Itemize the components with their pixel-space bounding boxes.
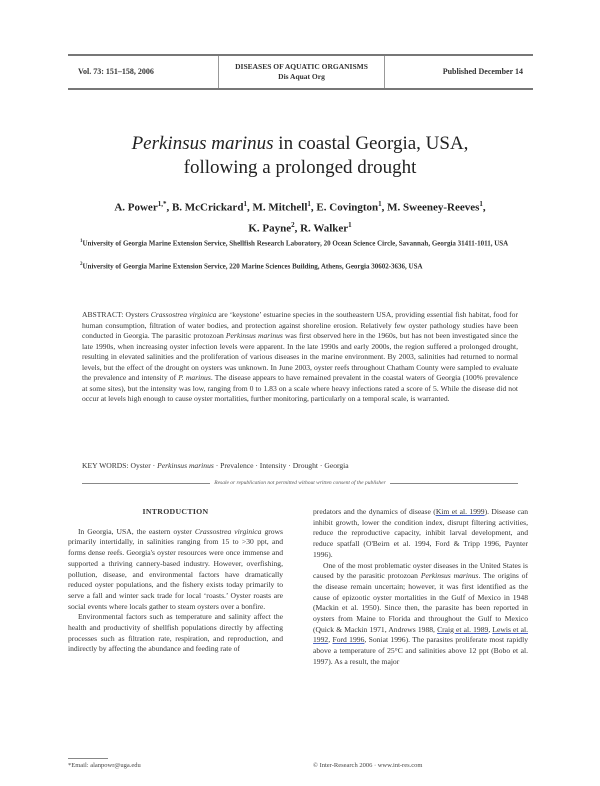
intro-paragraph-1	[68, 527, 283, 613]
volume-info: Vol. 73: 151–158, 2006	[78, 67, 154, 76]
author-affil-mark: 1,*	[157, 200, 167, 208]
title-line1-rest: in coastal Georgia, USA,	[273, 133, 469, 154]
section-heading-introduction: INTRODUCTION	[142, 507, 209, 516]
abstract	[82, 310, 518, 405]
republication-notice	[82, 478, 518, 488]
affiliation-text: University of Georgia Marine Extension Service, Shellfish Research Laboratory, 20 Ocean Science Circle, Savannah, Georgia 31411-1011, USA	[82, 239, 509, 248]
text-run: In Georgia, USA, the eastern oyster	[78, 526, 195, 536]
author-list	[60, 196, 540, 237]
intro-paragraph-3	[313, 507, 528, 561]
affiliation-text: University of Georgia Marine Extension Service, 220 Marine Sciences Building, Athens, Georgia 30602-3636, USA	[82, 262, 423, 271]
keywords-rest: · Prevalence · Intensity · Drought · Georgia	[213, 461, 349, 470]
text-run: predators and the dynamics of disease (	[313, 507, 436, 516]
intro-paragraph-2: Environmental factors such as temperature and salinity affect the health and productivity of shellfish populations directly by affecting processes such as filtration rate, respiration, and reproduction, and indirectly by affecting the abundance and feeding rate of	[68, 612, 283, 654]
species-name: Perkinsus marinus	[420, 571, 479, 581]
author-name: , R. Walker	[294, 222, 349, 235]
title-line2: following a prolonged drought	[183, 157, 417, 178]
text-run: ). Disease can inhibit growth, lower the condition index, disrupt filtering activities, reduce the reproductive capacity, inhibit larval development, and reduce spatfall (O'Beirn et al. 1994, Ford & Tripp 1996, Paynter 1996).	[313, 507, 528, 559]
citation-link[interactable]: Kim et al. 1999	[435, 507, 485, 516]
journal-name: DISEASES OF AQUATIC ORGANISMS	[235, 62, 368, 71]
author-affil-mark: 1	[378, 200, 382, 208]
right-column	[313, 507, 528, 668]
author-affil-mark: 2	[291, 220, 295, 229]
keyword-species: Perkinsus marinus	[157, 461, 214, 470]
corresponding-email: *Email: alanpowr@uga.edu	[68, 762, 141, 769]
species-name: Crassostrea virginica	[194, 526, 262, 536]
author-name: , E. Covington	[310, 201, 379, 214]
affiliation-mark: 2	[80, 262, 83, 267]
left-column	[68, 507, 283, 655]
citation-link[interactable]: Ford 1996	[332, 635, 365, 645]
abstract-text: are ‘keystone’ estuarine species in the southeastern USA, providing essential fish habitat, food for human consumption, filtration of water bodies, and protection against shoreline erosion. Relatively few oyster pathology studies have been conducted in Georgia. The parasitic protozoan	[82, 310, 518, 340]
footnote-rule	[68, 758, 108, 759]
abstract-text: . The disease appears to have remained prevalent in the coastal waters of Georgia (100% prevalence at some sites), but the intensity was low, ranging from 0 to 1.83 on a scale where heavy infections rated a score of 5. While the disease did not occur at levels high enough to cause oyster mortalities, further monitoring, particularly on a temporal scale, is warranted.	[82, 373, 518, 403]
author-name: , M. Mitchell	[246, 201, 308, 214]
paper-title	[60, 132, 540, 180]
affiliation-1	[80, 237, 530, 248]
author-name: A. Power	[114, 201, 158, 214]
notice-rule-left	[82, 483, 210, 484]
abstract-parasite: Perkinsus marinus	[225, 331, 283, 340]
journal-abbrev: Dis Aquat Org	[278, 72, 325, 81]
author-separator: ,	[482, 201, 486, 214]
affiliation-2	[80, 260, 530, 271]
keywords-label: KEY WORDS: Oyster ·	[82, 461, 158, 470]
author-affil-mark: 1	[307, 200, 311, 208]
text-run: . The origins of the disease remain uncertain; however, it was first identified as the cause of epizootic oyster mortalities in the Gulf of Mexico in 1948 (Mackin et al. 1950). Since then, the parasite has been reported in oysters from Maine to Florida and throughout the Gulf to Mexico (Quick & Mackin 1971, Andrews 1988,	[313, 571, 528, 634]
affiliation-mark: 1	[80, 239, 83, 244]
abstract-label: ABSTRACT: Oysters	[82, 310, 151, 319]
text-run: , Soniat 1996). The parasites proliferate most rapidly above a temperature of 25°C and salinities above 12 ppt (Bobo et al. 1997). As a result, the major	[313, 635, 529, 666]
text-run: ,	[328, 635, 333, 645]
published-date: Published December 14	[442, 67, 523, 76]
notice-rule-right	[390, 483, 518, 484]
author-affil-mark: 1	[243, 200, 247, 208]
abstract-species: Crassostrea virginica	[150, 310, 217, 319]
author-name: , M. Sweeney-Reeves	[381, 201, 480, 214]
author-name: , B. McCrickard	[166, 201, 244, 214]
notice-text: Resale or republication not permitted without written consent of the publisher	[214, 480, 386, 486]
abstract-parasite-short: P. marinus	[178, 373, 211, 382]
author-name: K. Payne	[248, 222, 292, 235]
intro-paragraph-4	[313, 561, 528, 668]
text-run: One of the most problematic oyster diseases in the United States is caused by the parasitic protozoan	[313, 560, 528, 581]
text-run: ,	[488, 624, 493, 634]
author-affil-mark: 1	[479, 200, 483, 208]
text-run: grows primarily intertidally, in salinities ranging from 15 to >30 ppt, and forms dense reefs. Georgia's oyster resources were once immense and supported a thriving cannery-based industry. However, overfishing, pollution, disease, and environmental factors have dramatically reduced oyster populations, and the fishery exists today primarily to serve a fall and winter sack trade for local ‘roasts.’ Oyster roasts are social events where locals gather to steam oysters over a bonfire.	[68, 526, 283, 611]
copyright-notice: © Inter-Research 2006 · www.int-res.com	[313, 762, 423, 769]
citation-link[interactable]: Craig et al. 1989	[437, 624, 489, 634]
keywords	[82, 461, 518, 470]
author-affil-mark: 1	[348, 220, 352, 229]
journal-name-box	[218, 56, 385, 88]
citation-link[interactable]: Lewis et al. 1992	[313, 624, 528, 645]
journal-header-bar	[68, 54, 533, 90]
title-species: Perkinsus marinus	[131, 133, 274, 154]
abstract-text: was first observed here in the 1960s, but has not been investigated since the late 1990s, when increasing oyster infection levels were apparent. In the late 1990s and early 2000s, the region suffered a prolonged drought, resulting in elevated salinities and the proliferation of various diseases in the marine environment. By 2003, salinities had returned to normal levels, but the effect of the drought on oysters was unknown. In June 2003, oyster reefs throughout Chatham County were sampled to evaluate the prevalence and intensity of	[82, 331, 518, 382]
